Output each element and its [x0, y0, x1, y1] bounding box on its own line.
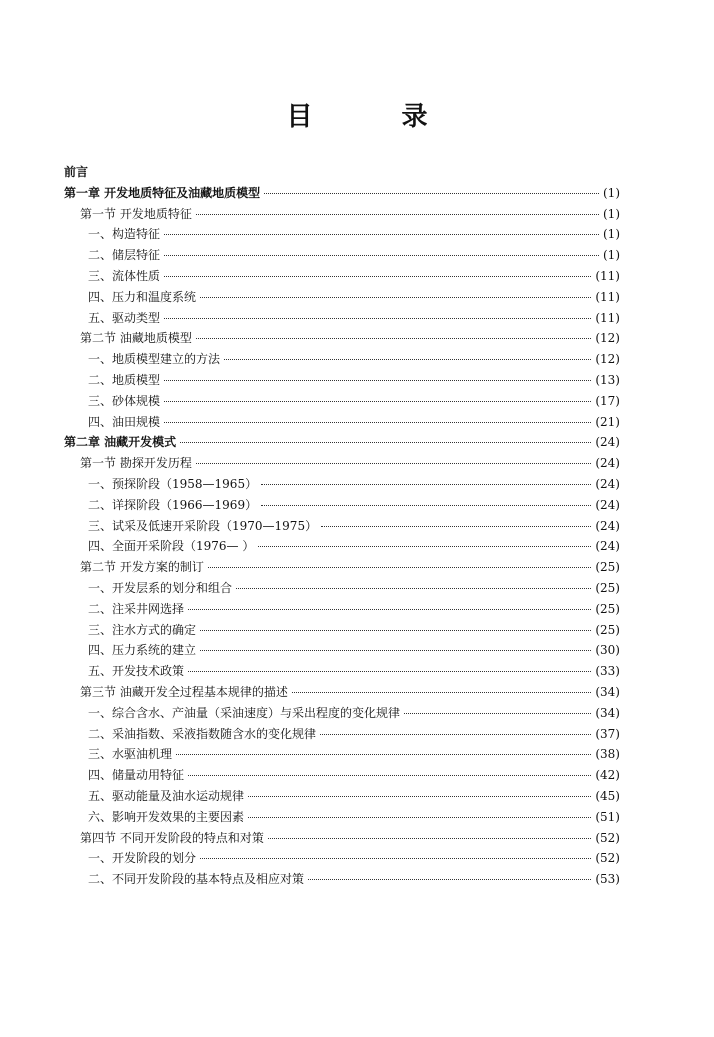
- toc-entry-page-number: (24): [595, 497, 620, 512]
- toc-entry-label: 四、储量动用特征: [88, 768, 185, 783]
- toc-entry: [64, 370, 620, 391]
- toc-entry: [64, 869, 620, 890]
- toc-entry: [64, 266, 620, 287]
- toc-entry-label: 第三节 油藏开发全过程基本规律的描述: [80, 684, 288, 699]
- page-title: 目 录: [286, 102, 468, 132]
- dot-leader: [261, 483, 591, 485]
- toc-entry: [64, 640, 620, 661]
- toc-entry-page-number: (30): [595, 643, 620, 658]
- toc-entry-label: 三、注水方式的确定: [88, 622, 197, 637]
- dot-leader: [164, 275, 591, 277]
- dot-leader: [320, 733, 591, 735]
- toc-entry-label: 三、试采及低速开采阶段（1970—1975）: [88, 518, 318, 533]
- dot-leader: [236, 587, 591, 589]
- toc-entry-label: 三、砂体规模: [88, 393, 161, 408]
- toc-entry-page-number: (25): [595, 622, 620, 637]
- toc-entry: [64, 474, 620, 495]
- toc-entry-label: 二、注采井网选择: [88, 601, 185, 616]
- toc-entry-page-number: (51): [595, 809, 620, 824]
- toc-entry: [64, 183, 620, 204]
- toc-entry: [64, 391, 620, 412]
- toc-entry-page-number: (24): [595, 456, 620, 471]
- toc-entry: [64, 536, 620, 557]
- toc-entry-label: 一、开发层系的划分和组合: [88, 580, 233, 595]
- toc-entry-page-number: (21): [595, 414, 620, 429]
- toc-entry-label: 二、不同开发阶段的基本特点及相应对策: [88, 872, 305, 887]
- dot-leader: [200, 296, 591, 298]
- toc-entry-label: 二、地质模型: [88, 372, 161, 387]
- toc-entry-page-number: (13): [595, 372, 620, 387]
- toc-entry-label: 一、地质模型建立的方法: [88, 352, 221, 367]
- toc-entry-label: 五、驱动能量及油水运动规律: [88, 788, 245, 803]
- toc-entry-page-number: (11): [595, 268, 620, 283]
- toc-entry-page-number: (52): [595, 830, 620, 845]
- toc-entry: [64, 578, 620, 599]
- dot-leader: [268, 837, 592, 839]
- toc-entry: [64, 453, 620, 474]
- toc-entry-page-number: (34): [595, 705, 620, 720]
- table-of-contents: [64, 162, 620, 890]
- toc-entry-page-number: (12): [595, 331, 620, 346]
- dot-leader: [196, 462, 592, 464]
- toc-entry: [64, 557, 620, 578]
- toc-entry: [64, 828, 620, 849]
- dot-leader: [200, 857, 591, 859]
- dot-leader: [248, 795, 591, 797]
- toc-entry-page-number: (25): [595, 560, 620, 575]
- toc-entry-label: 第二章 油藏开发模式: [64, 435, 177, 450]
- toc-entry-page-number: (38): [595, 747, 620, 762]
- dot-leader: [264, 192, 599, 194]
- toc-entry: [64, 744, 620, 765]
- toc-entry-page-number: (1): [603, 227, 620, 242]
- dot-leader: [188, 774, 591, 776]
- toc-entry-label: 六、影响开发效果的主要因素: [88, 809, 245, 824]
- dot-leader: [292, 691, 592, 693]
- toc-entry: [64, 786, 620, 807]
- dot-leader: [188, 608, 591, 610]
- toc-entry-label: 二、储层特征: [88, 248, 161, 263]
- dot-leader: [164, 400, 591, 402]
- toc-entry-label: 五、驱动类型: [88, 310, 161, 325]
- toc-entry-label: 第一节 开发地质特征: [80, 206, 192, 221]
- toc-entry: [64, 661, 620, 682]
- toc-entry: [64, 328, 620, 349]
- toc-entry-label: 二、采油指数、采液指数随含水的变化规律: [88, 726, 317, 741]
- toc-entry-label: 一、构造特征: [88, 227, 161, 242]
- toc-entry: [64, 516, 620, 537]
- dot-leader: [176, 753, 591, 755]
- dot-leader: [164, 254, 599, 256]
- dot-leader: [404, 712, 591, 714]
- toc-entry: [64, 204, 620, 225]
- toc-entry-label: 前言: [64, 165, 89, 179]
- toc-entry: [64, 765, 620, 786]
- toc-entry: [64, 620, 620, 641]
- toc-entry: [64, 599, 620, 620]
- toc-entry-label: 第一节 勘探开发历程: [80, 456, 192, 471]
- toc-entry-page-number: (17): [595, 393, 620, 408]
- toc-entry-page-number: (12): [595, 352, 620, 367]
- dot-leader: [224, 358, 591, 360]
- toc-entry-label: 四、全面开采阶段（1976— ）: [88, 539, 255, 554]
- dot-leader: [200, 629, 591, 631]
- toc-entry-label: 四、油田规模: [88, 414, 161, 429]
- toc-entry-page-number: (25): [595, 601, 620, 616]
- dot-leader: [164, 379, 591, 381]
- dot-leader: [321, 525, 591, 527]
- toc-entry-page-number: (24): [595, 476, 620, 491]
- toc-entry-page-number: (34): [595, 684, 620, 699]
- toc-entry-page-number: (37): [595, 726, 620, 741]
- dot-leader: [196, 337, 592, 339]
- dot-leader: [200, 649, 591, 651]
- toc-entry-page-number: (33): [595, 664, 620, 679]
- dot-leader: [258, 545, 591, 547]
- toc-entry-label: 三、流体性质: [88, 268, 161, 283]
- toc-entry-label: 二、详探阶段（1966—1969）: [88, 497, 258, 512]
- toc-entry-page-number: (52): [595, 851, 620, 866]
- toc-entry: [64, 495, 620, 516]
- toc-entry-page-number: (1): [603, 185, 620, 200]
- toc-entry-label: 五、开发技术政策: [88, 664, 185, 679]
- toc-entry-label: 三、水驱油机理: [88, 747, 173, 762]
- toc-entry: [64, 807, 620, 828]
- dot-leader: [261, 504, 591, 506]
- dot-leader: [196, 213, 599, 215]
- toc-entry-label: 第二节 油藏地质模型: [80, 331, 192, 346]
- toc-entry-label: 一、开发阶段的划分: [88, 851, 197, 866]
- toc-entry: [64, 349, 620, 370]
- toc-entry: [64, 287, 620, 308]
- toc-entry: [64, 412, 620, 433]
- toc-entry-label: 第二节 开发方案的制订: [80, 560, 204, 575]
- toc-entry-page-number: (24): [595, 518, 620, 533]
- toc-entry: [64, 703, 620, 724]
- toc-entry-page-number: (25): [595, 580, 620, 595]
- toc-entry: [64, 224, 620, 245]
- toc-entry-page-number: (11): [595, 310, 620, 325]
- toc-entry-page-number: (24): [595, 435, 620, 450]
- dot-leader: [208, 566, 592, 568]
- toc-entry: [64, 432, 620, 453]
- toc-entry-page-number: (11): [595, 289, 620, 304]
- toc-entry-page-number: (1): [603, 248, 620, 263]
- toc-entry-label: 第一章 开发地质特征及油藏地质模型: [64, 185, 261, 200]
- dot-leader: [164, 317, 591, 319]
- dot-leader: [164, 233, 599, 235]
- toc-entry-page-number: (45): [595, 788, 620, 803]
- toc-entry-label: 四、压力和温度系统: [88, 289, 197, 304]
- toc-entry: [64, 245, 620, 266]
- toc-entry: [64, 724, 620, 745]
- toc-entry-label: 一、综合含水、产油量（采油速度）与采出程度的变化规律: [88, 705, 401, 720]
- dot-leader: [164, 421, 591, 423]
- toc-entry-page-number: (1): [603, 206, 620, 221]
- toc-entry: [64, 682, 620, 703]
- toc-entry-page-number: (53): [595, 872, 620, 887]
- dot-leader: [180, 441, 591, 443]
- toc-entry-label: 第四节 不同开发阶段的特点和对策: [80, 830, 264, 845]
- dot-leader: [308, 878, 591, 880]
- toc-entry-label: 一、预探阶段（1958—1965）: [88, 476, 258, 491]
- toc-entry: [64, 308, 620, 329]
- dot-leader: [248, 816, 591, 818]
- toc-entry: [64, 848, 620, 869]
- dot-leader: [188, 670, 591, 672]
- toc-entry: [64, 162, 620, 183]
- toc-entry-page-number: (42): [595, 768, 620, 783]
- toc-entry-page-number: (24): [595, 539, 620, 554]
- toc-entry-label: 四、压力系统的建立: [88, 643, 197, 658]
